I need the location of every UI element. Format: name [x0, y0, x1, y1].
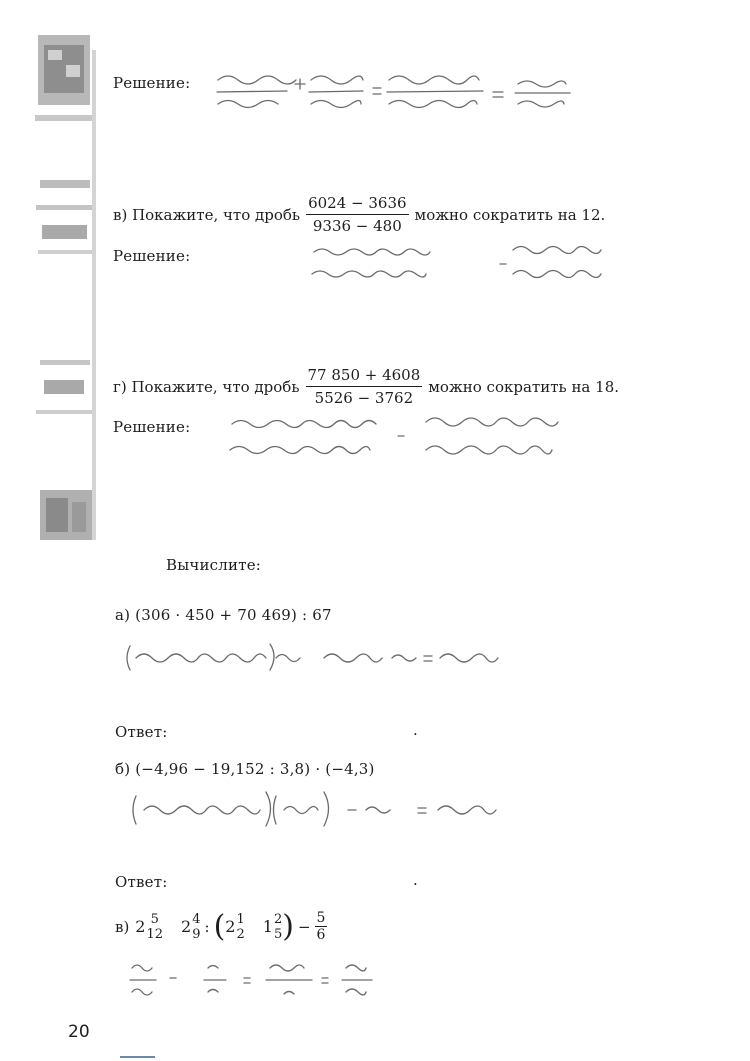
- task-b-expression: б) (−4,96 − 19,152 : 3,8) · (−4,3): [115, 760, 375, 778]
- task-v-fraction: [306, 194, 408, 235]
- task-g-prefix: г) Покажите, что дробь: [113, 377, 300, 396]
- task-g-numerator: 77 850 + 4608: [306, 366, 423, 387]
- answer-period-b: .: [413, 871, 418, 889]
- task-c-mixed-3-den: 2: [236, 926, 245, 942]
- task-c-left-paren: (: [213, 908, 226, 944]
- page-number: 20: [68, 1022, 90, 1042]
- task-g: [113, 366, 619, 407]
- solution-label-top: Решение:: [113, 74, 191, 92]
- task-c-mixed-1: [135, 912, 163, 942]
- handwritten-solution-top: [213, 66, 583, 116]
- task-c-mixed-3-num: 1: [236, 911, 245, 927]
- task-g-fraction: [306, 366, 423, 407]
- task-c-colon: :: [204, 917, 210, 936]
- task-c-mixed-4: [263, 912, 282, 942]
- handwritten-solution-c: [124, 956, 424, 1006]
- task-c-fraction-5-num: 5: [316, 910, 326, 926]
- compute-heading: Вычислите:: [166, 556, 262, 574]
- task-c-mixed-3: [225, 912, 244, 942]
- task-v-prefix: в) Покажите, что дробь: [113, 205, 301, 224]
- task-c-mixed-4-num: 2: [273, 911, 283, 927]
- task-c-mixed-3-whole: 2: [225, 917, 236, 936]
- task-c-minus: −: [297, 917, 311, 936]
- task-c-mixed-1-num: 5: [150, 911, 159, 927]
- task-c-mixed-4-den: 5: [273, 926, 283, 942]
- handwritten-solution-g: [226, 408, 586, 468]
- task-c-mixed-1-whole: 2: [135, 917, 146, 936]
- task-c-mixed-2-num: 4: [192, 911, 201, 927]
- answer-period-a: .: [413, 721, 418, 739]
- task-c-mixed-4-whole: 1: [262, 917, 273, 936]
- bottom-edge-mark: [120, 1056, 155, 1058]
- handwritten-solution-b: [128, 788, 528, 833]
- task-c-mixed-2: [181, 912, 200, 942]
- handwritten-solution-a: [124, 638, 524, 678]
- task-c-prefix: в): [115, 917, 130, 936]
- task-a-expression: а) (306 · 450 + 70 469) : 67: [115, 606, 332, 624]
- task-c-mixed-2-whole: 2: [181, 917, 192, 936]
- task-v-denominator: 9336 − 480: [312, 217, 402, 235]
- solution-label-g: Решение:: [113, 418, 191, 436]
- margin-scan-strip: [30, 20, 100, 545]
- task-c-fraction-5: [315, 910, 328, 943]
- solution-label-v: Решение:: [113, 247, 191, 265]
- answer-label-b: Ответ:: [115, 873, 168, 891]
- task-c-mixed-2-den: 9: [192, 926, 201, 942]
- task-c-fraction-5-den: 6: [316, 927, 326, 943]
- task-c-mixed-1-den: 12: [146, 926, 164, 942]
- task-g-suffix: можно сократить на 18.: [428, 377, 620, 396]
- task-c-right-paren: ): [282, 908, 294, 944]
- task-g-denominator: 5526 − 3762: [314, 389, 414, 407]
- task-c: [115, 910, 327, 943]
- task-v: [113, 194, 605, 235]
- task-v-numerator: 6024 − 3636: [306, 194, 408, 215]
- answer-label-a: Ответ:: [115, 723, 168, 741]
- task-v-suffix: можно сократить на 12.: [414, 205, 606, 224]
- handwritten-solution-v: [308, 238, 628, 288]
